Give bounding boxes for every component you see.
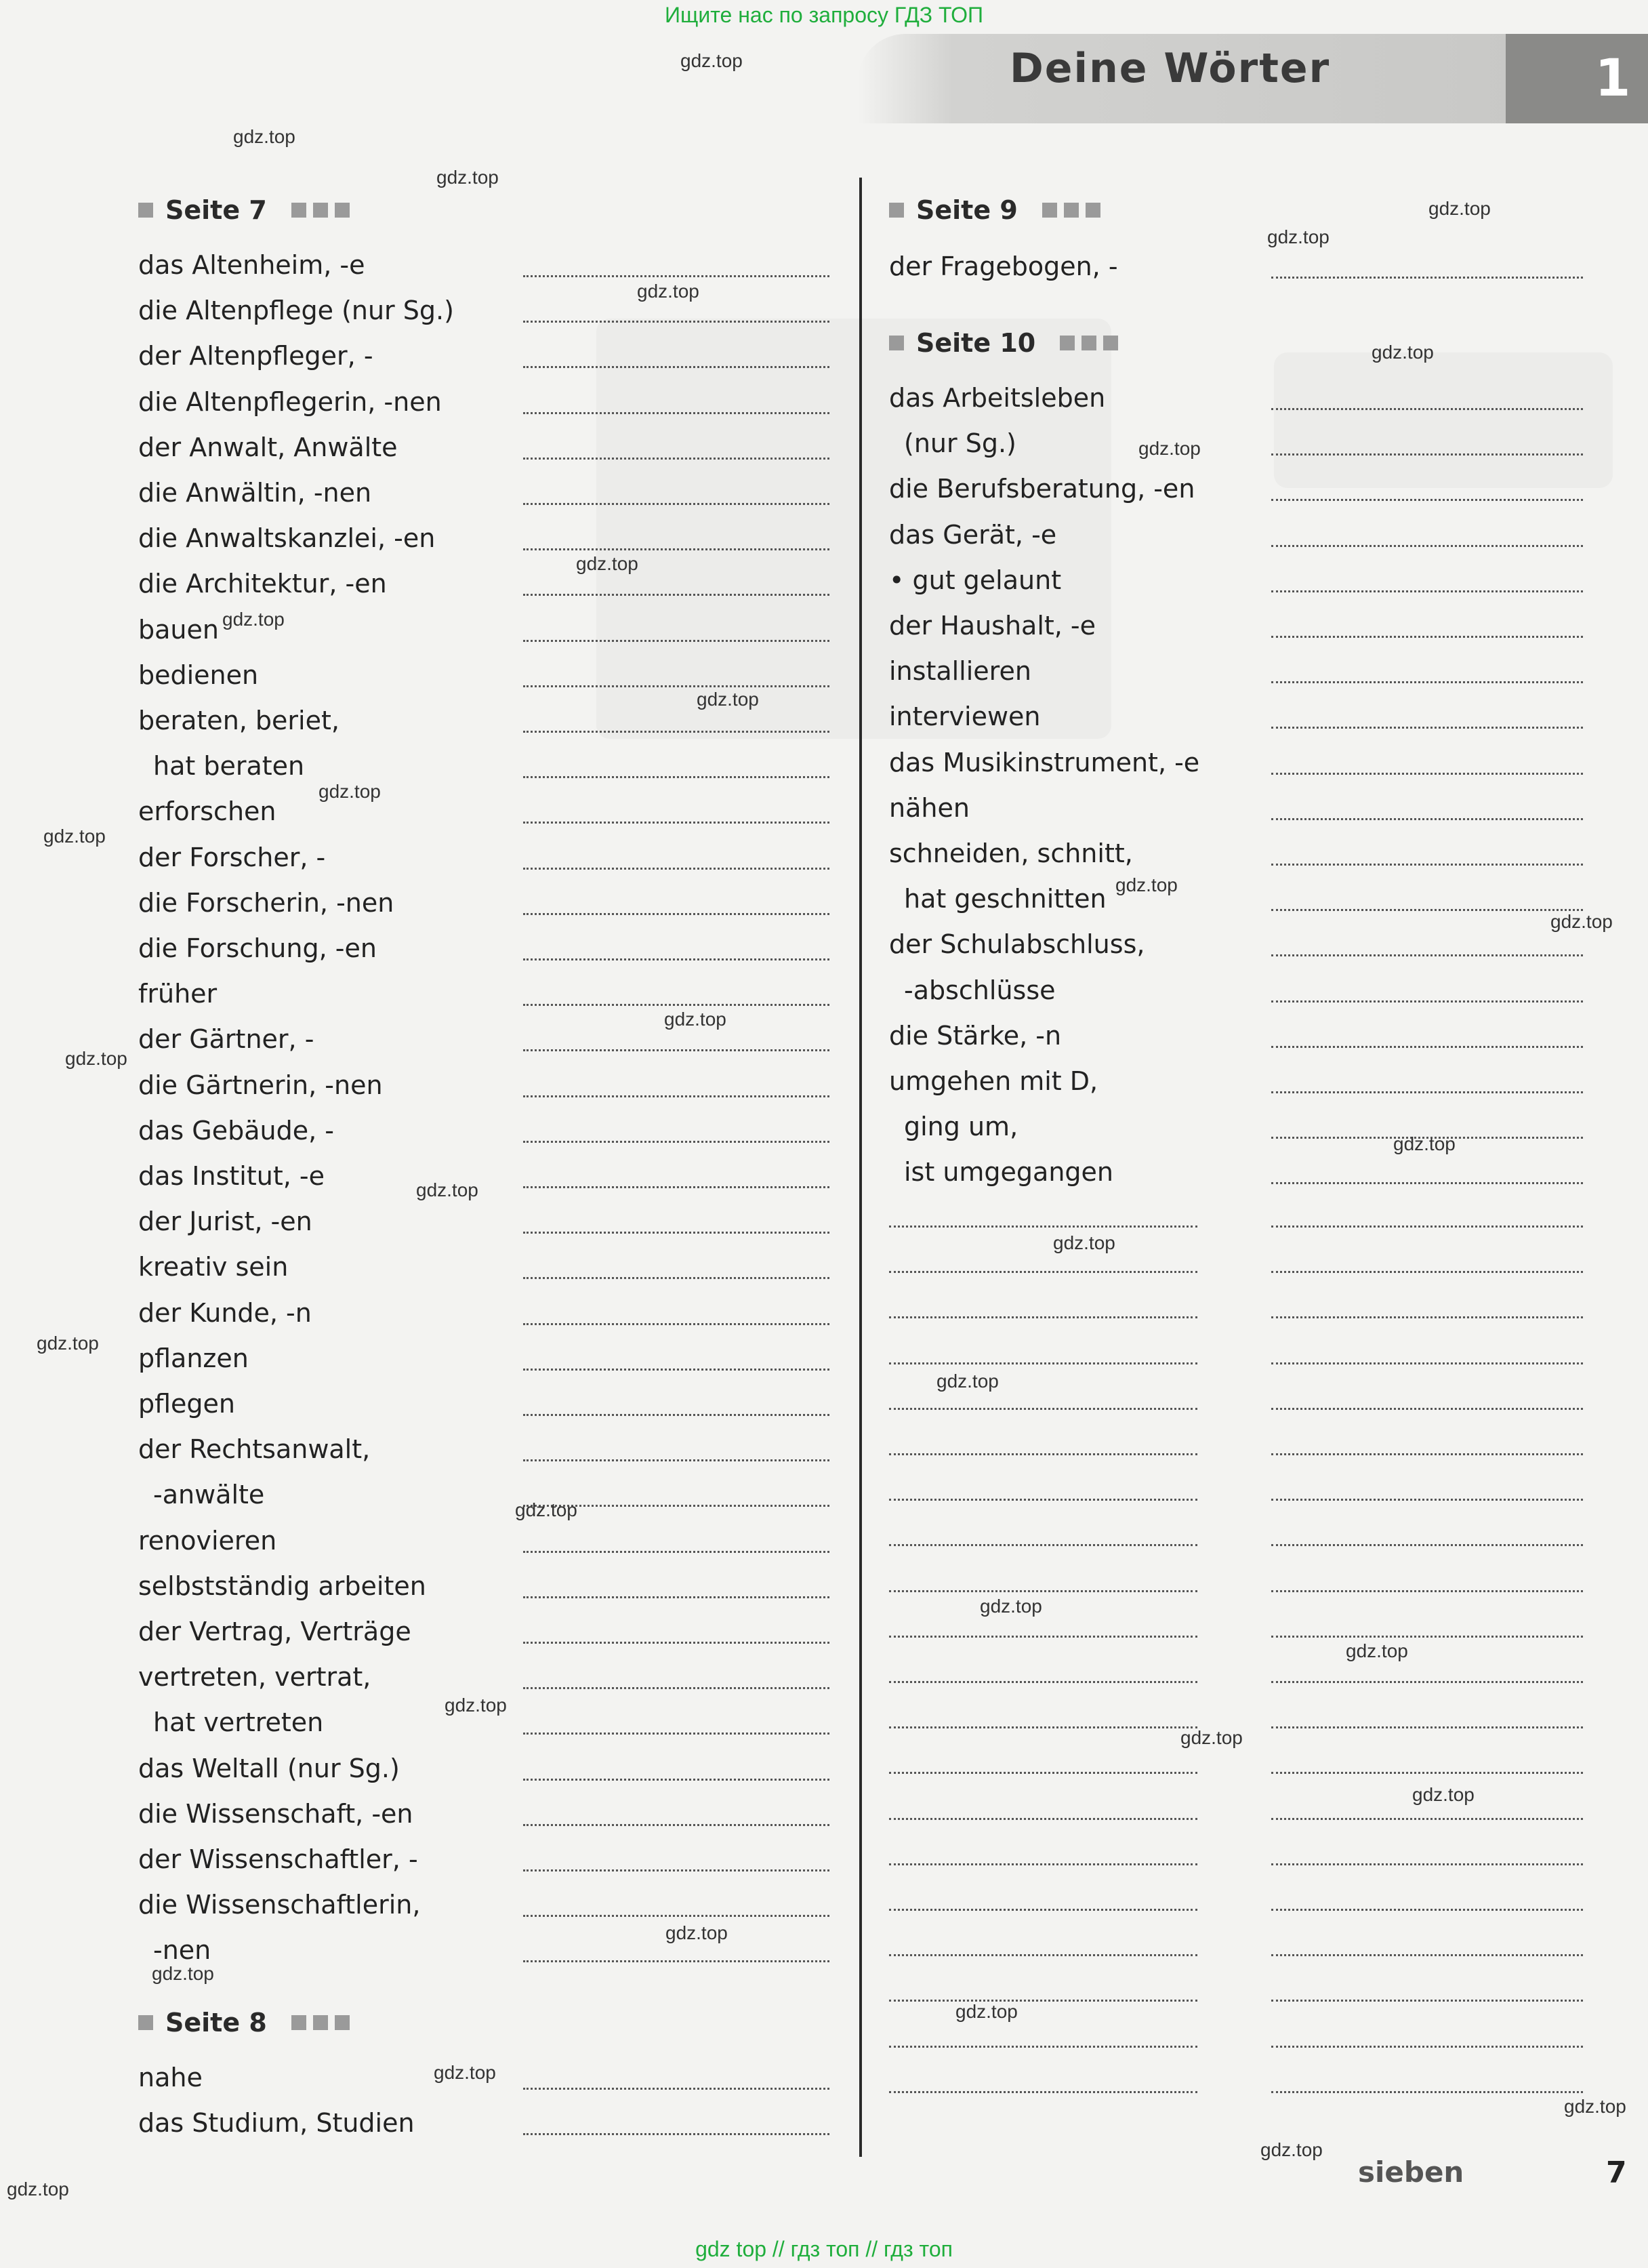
- answer-line[interactable]: [523, 1551, 829, 1553]
- answer-line[interactable]: [889, 1453, 1197, 1455]
- answer-line[interactable]: [523, 1369, 829, 1371]
- section-title: Seite 9: [916, 195, 1018, 225]
- answer-line[interactable]: [523, 594, 829, 596]
- answer-line[interactable]: [523, 2133, 829, 2135]
- answer-line[interactable]: [523, 1824, 829, 1826]
- answer-line[interactable]: [1271, 1362, 1583, 1364]
- vocab-word: das Studium, Studien: [138, 2108, 415, 2139]
- answer-line[interactable]: [1271, 499, 1583, 501]
- vocab-word: hat geschnitten: [904, 884, 1107, 914]
- answer-line[interactable]: [1271, 1636, 1583, 1638]
- answer-line[interactable]: [523, 776, 829, 778]
- vocab-word: pflanzen: [138, 1343, 249, 1373]
- watermark-text: gdz.top: [697, 689, 759, 710]
- answer-line[interactable]: [1271, 408, 1583, 410]
- vocab-word: der Haushalt, -e: [889, 611, 1096, 641]
- answer-line[interactable]: [1271, 2091, 1583, 2093]
- vocab-word: der Vertrag, Verträge: [138, 1617, 411, 1646]
- vocab-word: die Anwaltskanzlei, -en: [138, 523, 436, 554]
- answer-line[interactable]: [523, 1687, 829, 1689]
- answer-line[interactable]: [1271, 2046, 1583, 2048]
- answer-line[interactable]: [889, 1590, 1197, 1592]
- vocab-word: hat vertreten: [153, 1707, 324, 1738]
- vocab-word: beraten, beriet,: [138, 706, 339, 735]
- watermark-text: gdz.top: [416, 1179, 478, 1200]
- vocab-word: bauen: [138, 614, 219, 645]
- vocab-word: das Altenheim, -e: [138, 250, 365, 280]
- answer-line[interactable]: [889, 1636, 1197, 1638]
- section-squares-icon: [1060, 336, 1118, 350]
- section-seite-9: [889, 195, 1100, 225]
- vocab-word: vertreten, vertrat,: [138, 1662, 371, 1693]
- section-squares-icon: [291, 203, 350, 218]
- vocab-word: der Gärtner, -: [138, 1024, 314, 1055]
- answer-line[interactable]: [523, 1141, 829, 1143]
- section-square-icon: [138, 2015, 153, 2030]
- section-square-icon: [889, 203, 904, 218]
- watermark-text: gdz.top: [1550, 911, 1613, 932]
- answer-line[interactable]: [523, 1277, 829, 1279]
- answer-line[interactable]: [889, 1954, 1197, 1956]
- vocab-word: die Wissenschaft, -en: [138, 1798, 413, 1829]
- watermark-text: gdz.top: [665, 1922, 728, 1943]
- answer-line[interactable]: [1271, 1091, 1583, 1093]
- answer-line[interactable]: [523, 822, 829, 824]
- vocab-word: die Forschung, -en: [138, 933, 377, 963]
- answer-line[interactable]: [1271, 590, 1583, 592]
- answer-line[interactable]: [889, 1271, 1197, 1273]
- answer-line[interactable]: [523, 366, 829, 368]
- vocab-word: die Altenpflege (nur Sg.): [138, 296, 454, 326]
- answer-line[interactable]: [1271, 1726, 1583, 1728]
- answer-line[interactable]: [523, 1049, 829, 1051]
- watermark-text: gdz.top: [1053, 1232, 1115, 1253]
- answer-line[interactable]: [889, 2091, 1197, 2093]
- answer-line[interactable]: [523, 2088, 829, 2090]
- page-word: sieben: [1358, 2155, 1464, 2189]
- answer-line[interactable]: [523, 412, 829, 414]
- watermark-text: gdz.top: [222, 609, 285, 630]
- answer-line[interactable]: [523, 1414, 829, 1416]
- answer-line[interactable]: [889, 1726, 1197, 1728]
- vocab-word: das Weltall (nur Sg.): [138, 1753, 400, 1783]
- chapter-number: 1: [1594, 47, 1631, 108]
- watermark-text: gdz.top: [1138, 438, 1201, 459]
- answer-line[interactable]: [523, 503, 829, 505]
- answer-line[interactable]: [889, 1909, 1197, 1911]
- watermark-text: gdz.top: [1428, 198, 1491, 219]
- vocab-word: -abschlüsse: [904, 975, 1056, 1005]
- answer-line[interactable]: [523, 1596, 829, 1598]
- watermark-text: gdz.top: [233, 126, 295, 147]
- watermark-text: gdz.top: [7, 2179, 69, 2200]
- vocab-word: früher: [138, 979, 218, 1009]
- vocab-word: installieren: [889, 656, 1031, 687]
- answer-line[interactable]: [889, 1316, 1197, 1318]
- answer-line[interactable]: [1271, 773, 1583, 775]
- section-seite-10: [889, 328, 1118, 358]
- page-title: Deine Wörter: [1010, 45, 1331, 92]
- watermark-text: gdz.top: [1393, 1133, 1456, 1154]
- watermark-text: gdz.top: [576, 553, 638, 574]
- answer-line[interactable]: [1271, 1818, 1583, 1820]
- answer-line[interactable]: [1271, 1681, 1583, 1683]
- section-squares-icon: [291, 2015, 350, 2030]
- answer-line[interactable]: [1271, 453, 1583, 455]
- answer-line[interactable]: [1271, 1046, 1583, 1048]
- answer-line[interactable]: [523, 1232, 829, 1234]
- vocab-word: der Anwalt, Anwälte: [138, 432, 398, 462]
- watermark-text: gdz.top: [1180, 1727, 1243, 1748]
- vocab-word: der Fragebogen, -: [889, 251, 1118, 281]
- answer-line[interactable]: [523, 640, 829, 642]
- vocab-word: selbstständig arbeiten: [138, 1571, 426, 1601]
- answer-line[interactable]: [523, 685, 829, 687]
- vocab-word: der Altenpfleger, -: [138, 341, 373, 371]
- section-title: Seite 7: [165, 195, 267, 225]
- watermark-text: gdz.top: [37, 1333, 99, 1354]
- faded-background-box: [1274, 352, 1613, 488]
- answer-line[interactable]: [1271, 545, 1583, 547]
- answer-line[interactable]: [1271, 1182, 1583, 1184]
- answer-line[interactable]: [523, 1459, 829, 1461]
- section-seite-7: [138, 195, 350, 225]
- answer-line[interactable]: [523, 321, 829, 323]
- watermark-text: gdz.top: [65, 1048, 127, 1069]
- answer-line[interactable]: [889, 1863, 1197, 1865]
- watermark-text: gdz.top: [664, 1009, 726, 1030]
- answer-line[interactable]: [889, 1226, 1197, 1228]
- watermark-text: gdz.top: [1412, 1784, 1475, 1805]
- vocab-word: der Kunde, -n: [138, 1297, 312, 1328]
- vocab-word: das Gebäude, -: [138, 1115, 334, 1146]
- watermark-text: gdz.top: [980, 1596, 1042, 1617]
- answer-line[interactable]: [889, 1772, 1197, 1774]
- watermark-text: gdz.top: [43, 826, 106, 847]
- answer-line[interactable]: [1271, 1453, 1583, 1455]
- answer-line[interactable]: [1271, 1408, 1583, 1410]
- vocab-word: die Anwältin, -nen: [138, 478, 372, 508]
- answer-line[interactable]: [1271, 277, 1583, 279]
- vocab-word: der Jurist, -en: [138, 1207, 312, 1237]
- watermark-text: gdz.top: [436, 167, 499, 188]
- watermark-text: gdz.top: [936, 1371, 999, 1392]
- answer-line[interactable]: [1271, 1954, 1583, 1956]
- vocab-word: die Wissenschaftlerin,: [138, 1890, 421, 1920]
- vocab-word: der Forscher, -: [138, 842, 326, 872]
- answer-line[interactable]: [523, 1915, 829, 1917]
- watermark-text: gdz.top: [680, 50, 743, 71]
- vocab-word: hat beraten: [153, 751, 305, 782]
- watermark-text: gdz.top: [1372, 342, 1434, 363]
- answer-line[interactable]: [1271, 636, 1583, 638]
- vocab-word: kreativ sein: [138, 1252, 289, 1282]
- vocab-word: • gut gelaunt: [889, 565, 1062, 595]
- vocab-word: umgehen mit D,: [889, 1066, 1098, 1096]
- answer-line[interactable]: [523, 548, 829, 550]
- vocab-word: die Altenpflegerin, -nen: [138, 386, 442, 417]
- answer-line[interactable]: [523, 1733, 829, 1735]
- answer-line[interactable]: [1271, 1316, 1583, 1318]
- vocab-word: bedienen: [138, 660, 259, 690]
- answer-line[interactable]: [1271, 1544, 1583, 1546]
- answer-line[interactable]: [1271, 1590, 1583, 1592]
- answer-line[interactable]: [523, 1779, 829, 1781]
- answer-line[interactable]: [1271, 1772, 1583, 1774]
- section-seite-8: [138, 2008, 350, 2038]
- bottom-banner[interactable]: gdz top // гдз топ // гдз топ: [695, 2237, 953, 2261]
- section-title: Seite 8: [165, 2008, 267, 2038]
- answer-line[interactable]: [1271, 954, 1583, 956]
- answer-line[interactable]: [523, 1004, 829, 1006]
- vocab-word: der Schulabschluss,: [889, 929, 1145, 960]
- vocab-word: renovieren: [138, 1525, 277, 1556]
- vocab-word: die Architektur, -en: [138, 569, 387, 599]
- vocab-word: das Musikinstrument, -e: [889, 747, 1200, 777]
- answer-line[interactable]: [1271, 1000, 1583, 1003]
- vocab-word: nähen: [889, 792, 970, 823]
- vocab-word: pflegen: [138, 1389, 236, 1419]
- answer-line[interactable]: [523, 1095, 829, 1097]
- watermark-text: gdz.top: [1346, 1640, 1408, 1661]
- vocab-word: (nur Sg.): [904, 428, 1016, 459]
- answer-line[interactable]: [523, 275, 829, 277]
- answer-line[interactable]: [523, 868, 829, 870]
- vocab-word: erforschen: [138, 796, 276, 827]
- answer-line[interactable]: [889, 1681, 1197, 1683]
- answer-line[interactable]: [523, 731, 829, 733]
- column-divider: [859, 178, 862, 2157]
- section-square-icon: [138, 203, 153, 218]
- vocab-word: ist umgegangen: [904, 1157, 1114, 1188]
- watermark-text: gdz.top: [152, 1963, 214, 1984]
- answer-line[interactable]: [889, 1544, 1197, 1546]
- answer-line[interactable]: [1271, 818, 1583, 820]
- vocab-word: die Gärtnerin, -nen: [138, 1070, 383, 1100]
- vocab-word: die Forscherin, -nen: [138, 887, 394, 918]
- watermark-text: gdz.top: [1115, 874, 1178, 895]
- answer-line[interactable]: [889, 2000, 1197, 2002]
- watermark-text: gdz.top: [1267, 226, 1330, 247]
- answer-line[interactable]: [889, 1499, 1197, 1501]
- answer-line[interactable]: [1271, 864, 1583, 866]
- vocab-word: die Berufsberatung, -en: [889, 474, 1195, 504]
- section-title: Seite 10: [916, 328, 1036, 358]
- vocab-word: -nen: [153, 1935, 211, 1966]
- watermark-text: gdz.top: [318, 781, 381, 802]
- watermark-text: gdz.top: [434, 2062, 496, 2083]
- section-squares-icon: [1042, 203, 1100, 218]
- vocab-word: der Wissenschaftler, -: [138, 1844, 418, 1874]
- watermark-text: gdz.top: [955, 2001, 1018, 2022]
- answer-line[interactable]: [523, 458, 829, 460]
- answer-line[interactable]: [1271, 909, 1583, 911]
- answer-line[interactable]: [1271, 1499, 1583, 1501]
- answer-line[interactable]: [1271, 2000, 1583, 2002]
- answer-line[interactable]: [889, 1818, 1197, 1820]
- answer-line[interactable]: [1271, 727, 1583, 729]
- vocab-word: interviewen: [889, 702, 1041, 732]
- answer-line[interactable]: [1271, 1863, 1583, 1865]
- vocab-word: ging um,: [904, 1112, 1018, 1142]
- watermark-text: gdz.top: [1260, 2139, 1323, 2160]
- answer-line[interactable]: [523, 958, 829, 960]
- vocab-word: das Institut, -e: [138, 1161, 325, 1191]
- answer-line[interactable]: [1271, 1226, 1583, 1228]
- answer-line[interactable]: [1271, 1909, 1583, 1911]
- watermark-text: gdz.top: [637, 281, 699, 302]
- vocab-word: -anwälte: [153, 1480, 265, 1510]
- vocab-word: der Rechtsanwalt,: [138, 1434, 371, 1465]
- answer-line[interactable]: [889, 1408, 1197, 1410]
- watermark-text: gdz.top: [1564, 2096, 1626, 2117]
- vocab-word: das Gerät, -e: [889, 519, 1057, 550]
- watermark-text: gdz.top: [515, 1499, 577, 1520]
- top-banner[interactable]: Ищите нас по запросу ГДЗ ТОП: [665, 3, 983, 27]
- page-number: 7: [1606, 2155, 1627, 2190]
- answer-line[interactable]: [523, 1642, 829, 1644]
- vocab-word: das Arbeitsleben: [889, 383, 1106, 413]
- section-square-icon: [889, 336, 904, 350]
- answer-line[interactable]: [889, 1362, 1197, 1364]
- answer-line[interactable]: [1271, 1271, 1583, 1273]
- answer-line[interactable]: [523, 1869, 829, 1871]
- watermark-text: gdz.top: [445, 1695, 507, 1716]
- answer-line[interactable]: [889, 2046, 1197, 2048]
- vocab-word: schneiden, schnitt,: [889, 838, 1133, 868]
- vocab-word: die Stärke, -n: [889, 1020, 1062, 1051]
- vocab-word: nahe: [138, 2063, 203, 2092]
- answer-line[interactable]: [523, 913, 829, 915]
- answer-line[interactable]: [523, 1186, 829, 1188]
- answer-line[interactable]: [1271, 681, 1583, 683]
- answer-line[interactable]: [523, 1960, 829, 1962]
- answer-line[interactable]: [523, 1323, 829, 1325]
